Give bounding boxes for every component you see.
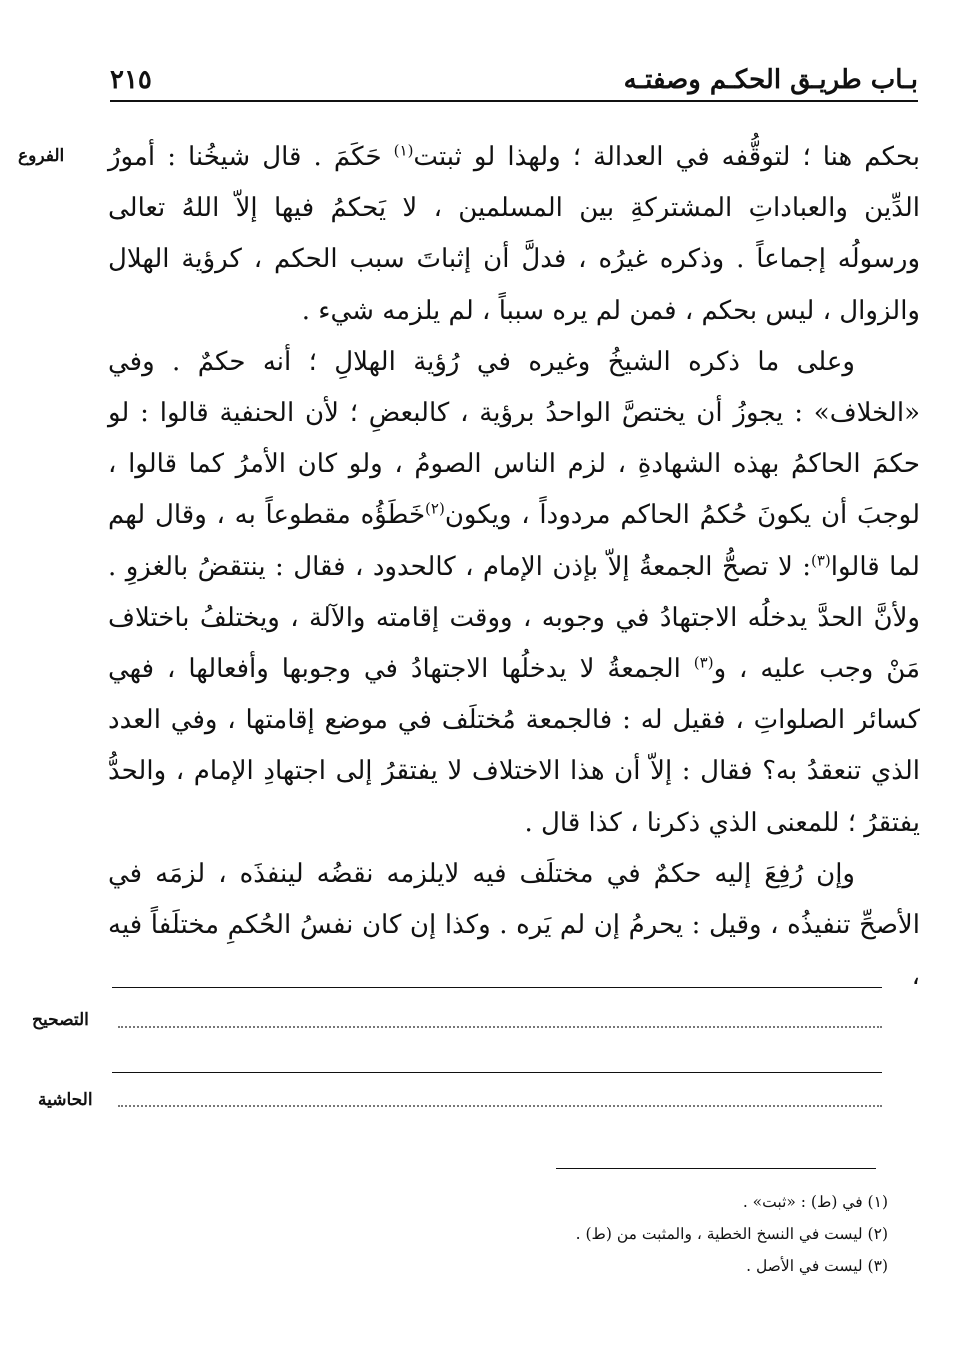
p1-text-a: بحكم هنا ؛ لتوقُّفه في العدالة ؛ ولهذا لو ثبتت [413,142,920,172]
p2-text-d: الجمعةُ لا يدخلُها الاجتهادُ في وجوبها وأفعالها ، فهي كسائر الصلواتِ ، فقيل له : فالجمعة مُختلَف في موضع إقامتها ، وفي العدد الذي تنعقدُ به؟ فقال : إلاّ أن هذا الاختلاف لا يفتقرُ إلى اجتهادِ الإمام ، والحدُّ يفتقرُ ؛ للمعنى الذي ذكرنا ، كذا قال . [108,654,920,838]
p2-text-c: : لا تصحُّ الجمعةُ إلاّ بإذن الإمام ، كالحدود ، فقال : ينتقضُ بالغزوِ . ولأنَّ الحدَّ يدخلُه الاجتهادُ في وجوبه ، ووقت إقامته والآلة ، ويختلفُ باختلاف مَنْ وجب عليه ، و [108,551,921,685]
footnote-ref-3: (٣) [810,550,831,569]
paragraph-3 [108,849,920,1003]
main-text [108,132,920,1002]
footnote-1: (١) في (ط) : «ثبت» . [742,1193,888,1211]
margin-label-note: الحاشية [38,1090,93,1110]
note-top-rule [112,1072,882,1073]
p2-text-a: وعلى ما ذكره الشيخُ وغيره في رُؤية الهلالِ ؛ أنه حكمٌ . وفي «الخلاف» : يجوزُ أن يختصَّ الواحدُ برؤية ، كالبعضِ ؛ لأن الحنفية قالوا : لو حكمَ الحاكمُ بهذه الشهادةِ ، لزم الناس الصومُ ، ولو كان الأمرُ كما قالوا ، لوجبَ أن يكونَ حُكمُ الحاكم مردوداً ، ويكون [108,346,920,531]
margin-label-branches: الفروع [18,146,65,166]
p1-text-b: حَكَمَ . قال شيخُنا : أمورُ الدِّين والعباداتِ المشتركةِ بين المسلمين ، لا يَحكمُ فيها إلاّ اللهُ تعالى ورسولُه إجماعاً . وذكره غيرُه ، فدلَّ أن إثباتَ سبب الحكم ، كرؤية الهلال والزوال ، ليس بحكم ، فمن لم يره سبباً ، لم يلزمه شيء . [108,142,920,326]
page-number: ٢١٥ [110,65,152,95]
page-header [110,62,918,98]
footnote-ref-1: (١) [393,141,414,160]
note-dotted-line [118,1105,882,1107]
margin-label-correction: التصحيح [32,1010,89,1030]
correction-top-rule [112,987,882,988]
footnote-ref-3b: (٣) [693,653,714,672]
footnote-3: (٣) ليست في الأصل . [746,1257,888,1275]
footnote-2: (٢) ليست في النسخ الخطية ، والمثبت من (ط) . [575,1225,888,1243]
footnote-ref-2: (٢) [425,499,445,518]
paragraph-2 [108,337,920,849]
p3-text: وإن رُفِعَ إليه حكمٌ في مختلَف فيه لايلزمه نقضُه لينفذَه ، لزمَه في الأصحِّ تنفيذُه ، وقيل : يحرمُ إن لم يَره . وكذا إن كان نفسُ الحُكمِ مختلَفاً فيه ، [108,858,920,992]
correction-dotted-line [118,1026,882,1028]
chapter-title: بـاب طريـق الحكـم وصفتـه [623,65,918,95]
paragraph-1 [108,132,920,337]
footnote-separator [556,1168,876,1169]
header-rule [110,100,918,102]
p2-text-b: خَطَؤُه مقطوعاً به ، وقال لهم لما قالوا [108,500,920,582]
footnotes [488,1186,888,1282]
